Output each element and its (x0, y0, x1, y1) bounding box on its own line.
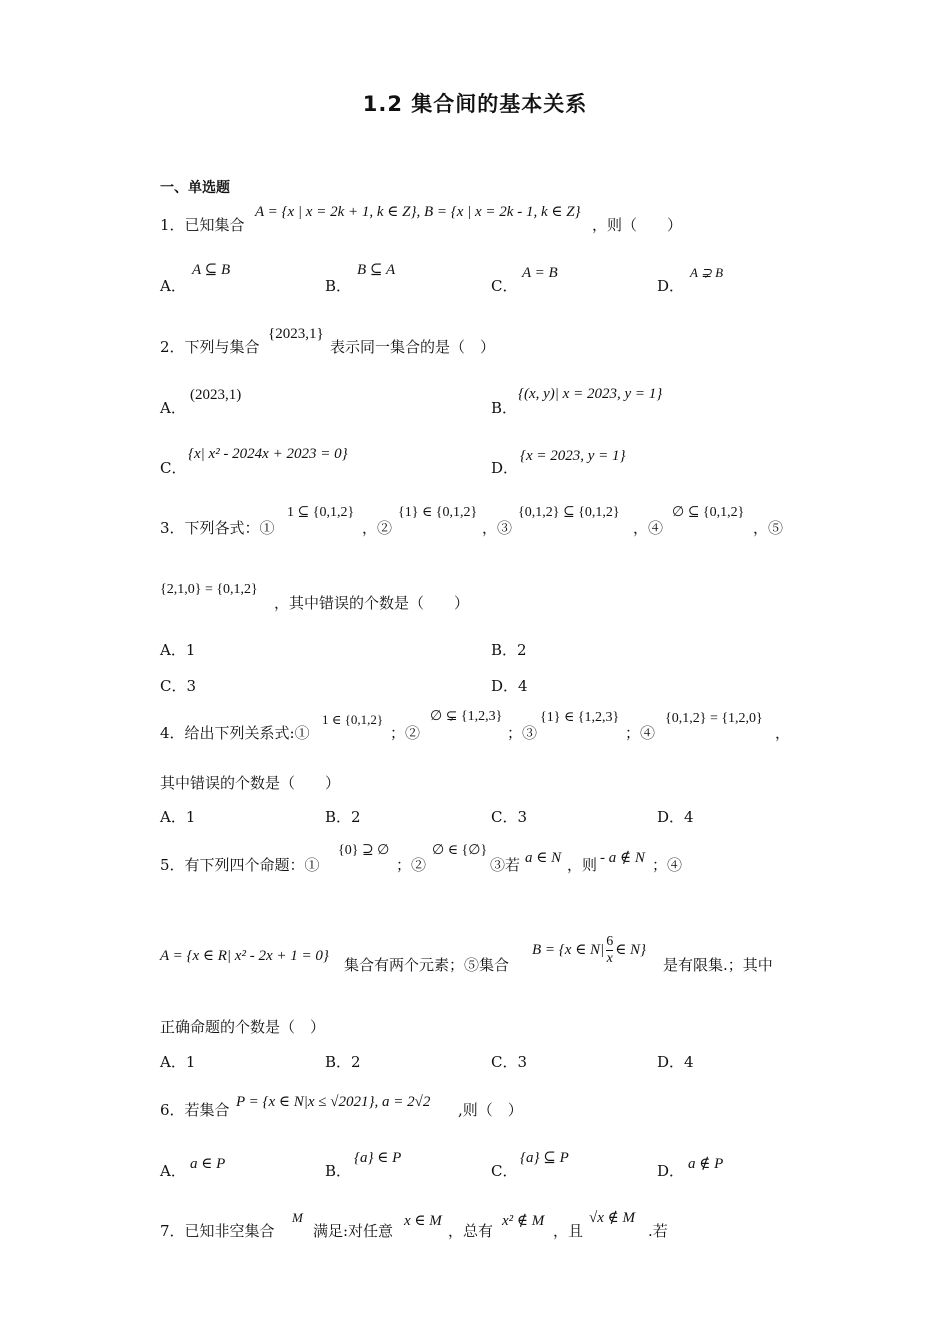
q1-tail: ，则（ ） (592, 216, 683, 234)
q2-tail: 表示同一集合的是（ ） (330, 338, 496, 356)
q5-item-6 (532, 928, 646, 972)
q7-sep-3: ，总有 (448, 1222, 494, 1240)
q6-stem: 6．若集合 (160, 1101, 230, 1119)
q4-stem: 4．给出下列关系式:① (160, 724, 310, 742)
q5-sep-5: ；④ (652, 856, 683, 874)
q6-option-d-math: a ∉ P (688, 1156, 724, 1172)
q2-option-a-math: (2023,1) (190, 387, 242, 403)
q7-sep-2: 满足:对任意 (313, 1222, 394, 1240)
q2-option-c-math: {x| x² - 2024x + 2023 = 0} (188, 446, 348, 462)
q6-tail: ,则（ ） (458, 1101, 523, 1119)
q6-option-a-math: a ∈ P (190, 1156, 226, 1172)
q4-option-c: C．3 (491, 808, 528, 826)
q1-option-c-math: A = B (522, 265, 558, 281)
q5-set-b-right: ∈ N} (615, 942, 647, 958)
q5-set-b-left: B = {x ∈ N| (532, 942, 605, 958)
q3-item-4: ∅ ⊆ {0,1,2} (672, 505, 745, 520)
q1-option-d-label: D． (657, 277, 685, 295)
q4-sep-2: ；② (390, 724, 421, 742)
q7-stem: 7．已知非空集合 (160, 1222, 275, 1240)
q5-fraction-denominator: x (606, 950, 613, 966)
q5-item-5: A = {x ∈ R| x² - 2x + 1 = 0} (160, 948, 329, 964)
q4-item-4: {0,1,2} = {1,2,0} (665, 711, 763, 726)
q5-line3: 正确命题的个数是（ ） (160, 1018, 326, 1036)
q1-option-b-math: B ⊆ A (357, 262, 396, 278)
q2-option-d-math: {x = 2023, y = 1} (520, 448, 626, 464)
q5-sep-6: 集合有两个元素；⑤集合 (344, 956, 510, 974)
q5-fraction (606, 934, 613, 967)
q5-fraction-numerator: 6 (606, 933, 614, 949)
q3-sep-5: ，⑤ (753, 519, 784, 537)
q1-option-a-label: A． (160, 277, 186, 295)
q3-tail: ，其中错误的个数是（ ） (274, 594, 470, 612)
section-heading: 一、单选题 (160, 180, 230, 196)
q7-tail: .若 (648, 1222, 668, 1240)
q6-option-b-label: B． (325, 1162, 352, 1180)
q1-option-b-label: B． (325, 277, 352, 295)
q5-sep-7: 是有限集.；其中 (663, 956, 773, 974)
q1-option-d-math: A ⊋ B (690, 265, 724, 280)
q6-option-d-label: D． (657, 1162, 685, 1180)
q4-option-b: B．2 (325, 808, 361, 826)
q3-item-2: {1} ∈ {0,1,2} (398, 505, 478, 520)
q4-item-1: 1 ∈ {0,1,2} (322, 712, 384, 727)
q3-item-1: 1 ⊆ {0,1,2} (287, 505, 355, 520)
q2-math: {2023,1} (268, 326, 324, 342)
q4-item-3: {1} ∈ {1,2,3} (540, 710, 620, 725)
q6-option-c-label: C． (491, 1162, 518, 1180)
q2-stem: 2．下列与集合 (160, 338, 260, 356)
q3-option-d: D．4 (491, 677, 528, 695)
q7-item-2: x ∈ M (404, 1213, 442, 1229)
q4-line2: 其中错误的个数是（ ） (160, 774, 341, 792)
q7-item-3: x² ∉ M (502, 1213, 545, 1229)
q4-item-2: ∅ ⊊ {1,2,3} (430, 709, 503, 724)
q4-sep-3: ；③ (507, 724, 538, 742)
q2-option-a-label: A． (160, 399, 186, 417)
q5-item-1: {0} ⊇ ∅ (338, 843, 390, 858)
q2-option-b-math: {(x, y)| x = 2023, y = 1} (518, 386, 663, 402)
q3-sep-2: ，② (362, 519, 393, 537)
q4-sep-5: ， (775, 724, 791, 742)
q4-option-a: A．1 (160, 808, 196, 826)
q3-sep-4: ，④ (633, 519, 664, 537)
q5-item-4: - a ∉ N (600, 850, 645, 866)
q5-sep-4: ，则 (567, 856, 598, 874)
q3-item-5: {2,1,0} = {0,1,2} (160, 582, 258, 597)
q7-item-1: M (292, 1210, 303, 1225)
q5-sep-2: ；② (396, 856, 427, 874)
q4-option-d: D．4 (657, 808, 694, 826)
q6-option-b-math: {a} ∈ P (354, 1150, 402, 1166)
q2-option-b-label: B． (491, 399, 518, 417)
q5-option-d: D．4 (657, 1053, 694, 1071)
q3-sep-3: ，③ (482, 519, 513, 537)
q2-option-d-label: D． (491, 459, 519, 477)
q1-math: A = {x | x = 2k + 1, k ∈ Z}, B = {x | x = 2k - 1, k ∈ Z} (255, 204, 581, 220)
q6-math: P = {x ∈ N|x ≤ √2021}, a = 2√2 (236, 1094, 431, 1110)
page-title: 1.2 集合间的基本关系 (362, 92, 588, 116)
q7-item-4: √x ∉ M (589, 1210, 635, 1226)
q4-sep-4: ；④ (625, 724, 656, 742)
q2-option-c-label: C． (160, 459, 187, 477)
q7-sep-4: ，且 (553, 1222, 584, 1240)
q1-option-c-label: C． (491, 277, 518, 295)
q1-stem: 1．已知集合 (160, 216, 245, 234)
q3-stem: 3．下列各式：① (160, 519, 275, 537)
q3-option-c: C．3 (160, 677, 197, 695)
q3-item-3: {0,1,2} ⊆ {0,1,2} (518, 505, 620, 520)
q6-option-c-math: {a} ⊆ P (520, 1150, 569, 1166)
q6-option-a-label: A． (160, 1162, 186, 1180)
q5-option-b: B．2 (325, 1053, 361, 1071)
q1-option-a-math: A ⊆ B (192, 262, 231, 278)
q5-option-a: A．1 (160, 1053, 196, 1071)
q5-stem: 5．有下列四个命题：① (160, 856, 320, 874)
q3-option-b: B．2 (491, 641, 527, 659)
q5-sep-3: ③若 (490, 856, 521, 874)
q3-option-a: A．1 (160, 641, 196, 659)
q5-item-2: ∅ ∈ {∅} (432, 843, 488, 858)
q5-item-3: a ∈ N (525, 850, 562, 866)
q5-option-c: C．3 (491, 1053, 528, 1071)
